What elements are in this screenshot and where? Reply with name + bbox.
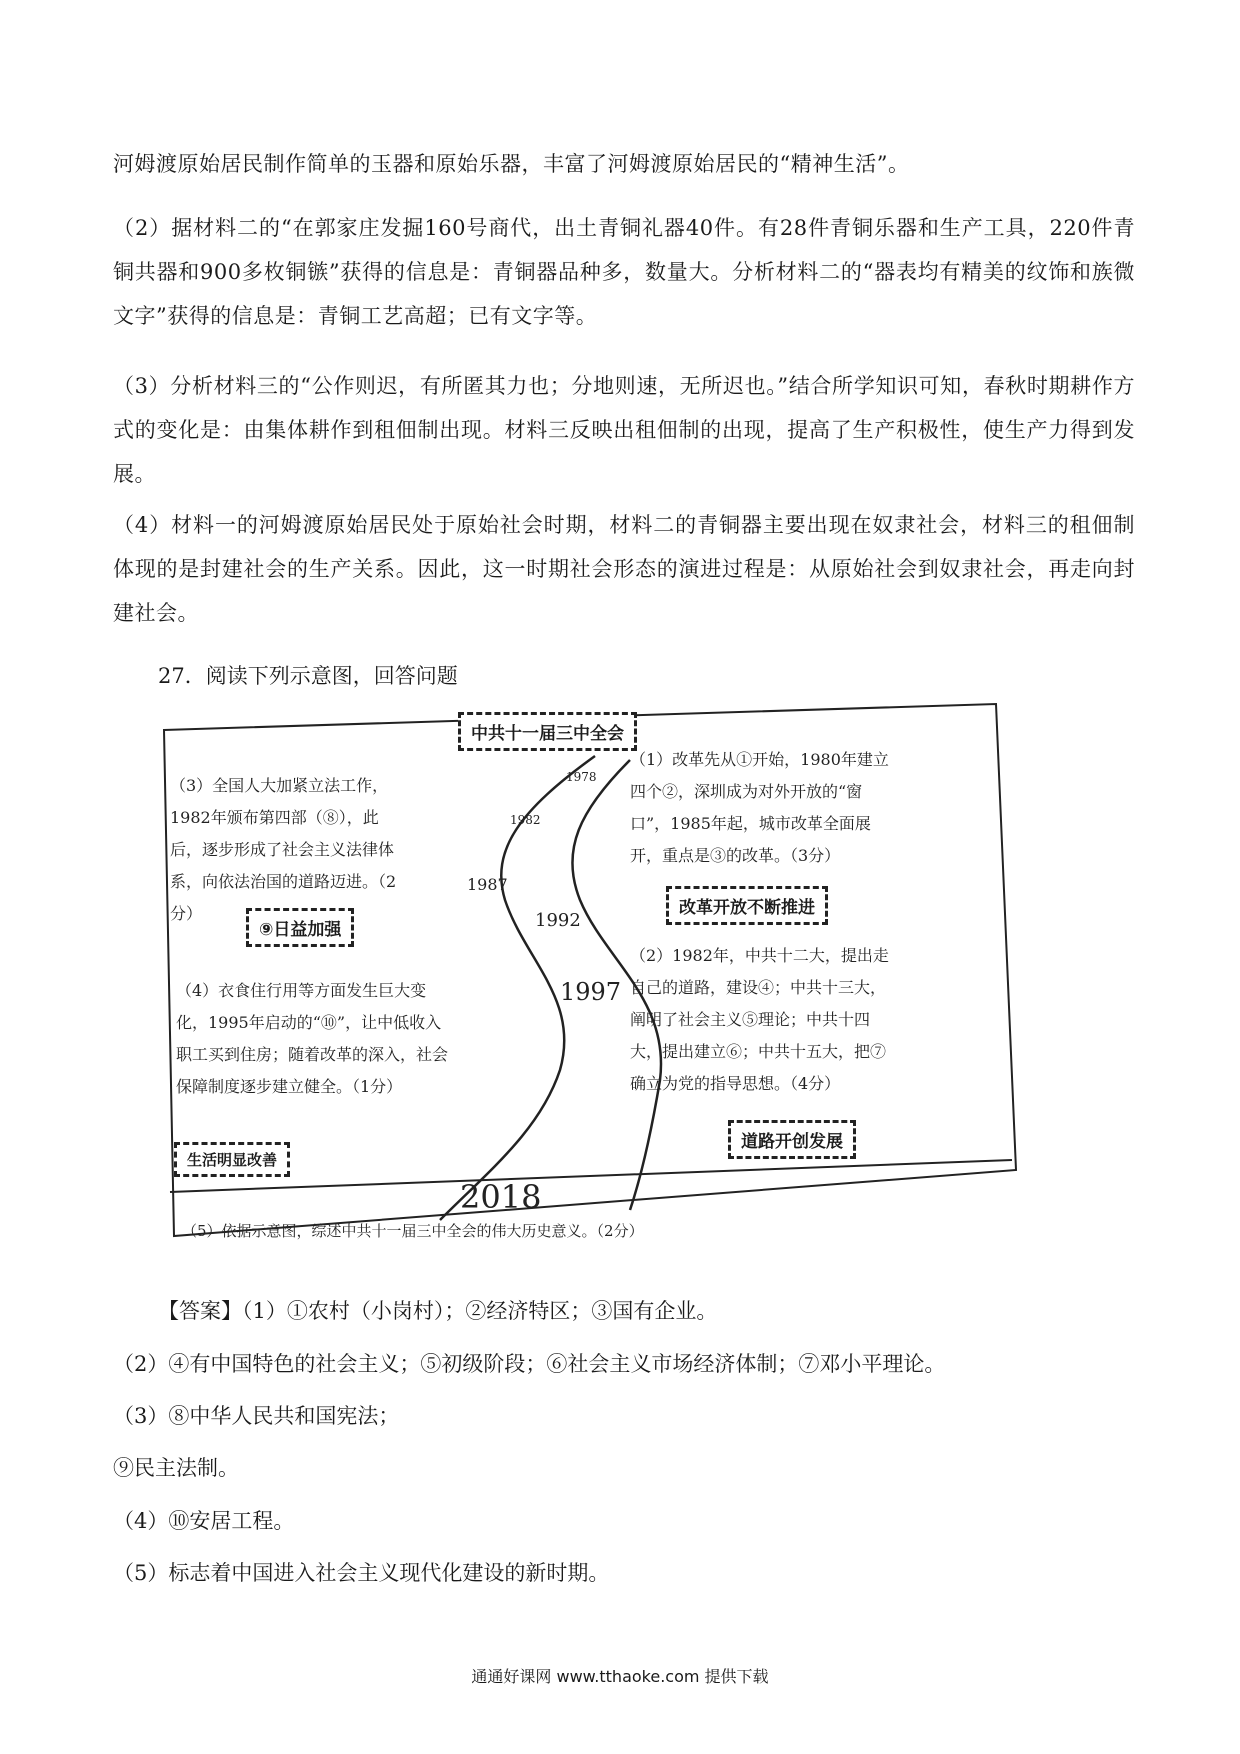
note-legal-system: （3）全国人大加紧立法工作，1982年颁布第四部（⑧），此后，逐步形成了社会主义法律体系，向依法治国的道路迈进。（2分） [170,776,397,923]
note-living-standard: （4）衣食住行用等方面发生巨大变化，1995年启动的“⑩”，让中低收入职工买到住房；随着改革的深入，社会保障制度逐步建立健全。（1分） [176,981,449,1096]
paragraph-4: （4）材料一的河姆渡原始居民处于原始社会时期，材料二的青铜器主要出现在奴隶社会，材料三的租佃制体现的是封建社会的生产关系。因此，这一时期社会形态的演进过程是：从原始社会到奴隶社会，再走向封建社会。 [113,513,1135,625]
note-question-5: （5）依据示意图，综述中共十一届三中全会的伟大历史意义。（2分） [182,1222,644,1240]
answer-2: （2）④有中国特色的社会主义；⑤初级阶段；⑥社会主义市场经济体制；⑦邓小平理论。 [113,1352,946,1376]
year-2018: 2018 [460,1178,542,1216]
answer-3: （3）⑧中华人民共和国宪法； [113,1404,400,1428]
paragraph-1: 河姆渡原始居民制作简单的玉器和原始乐器，丰富了河姆渡原始居民的“精神生活”。 [113,152,910,176]
page-footer: 通通好课网 www.tthaoke.com 提供下载 [471,1667,769,1686]
reform-box: 改革开放不断推进 [666,886,828,925]
year-1992: 1992 [535,910,581,931]
year-1978: 1978 [566,770,597,784]
life-box: 生活明显改善 [174,1142,290,1177]
democracy-box: ⑨日益加强 [246,908,354,947]
paragraph-3: （3）分析材料三的“公作则迟，有所匿其力也；分地则速，无所迟也。”结合所学知识可知，春秋时期耕作方式的变化是：由集体耕作到租佃制出现。材料三反映出租佃制的出现，提高了生产积极性，使生产力得到发展。 [113,374,1135,486]
note-reform-start: （1）改革先从①开始，1980年建立四个②，深圳成为对外开放的“窗口”，1985年起，城市改革全面展开，重点是③的改革。（3分） [630,750,889,865]
note-road-development: （2）1982年，中共十二大，提出走自己的道路，建设④；中共十三大，阐明了社会主义⑤理论；中共十四大，提出建立⑥；中共十五大，把⑦确立为党的指导思想。（4分） [630,946,889,1093]
answer-4: （4）⑩安居工程。 [113,1509,295,1533]
year-1997: 1997 [560,978,622,1006]
answer-3b: ⑨民主法制。 [113,1456,239,1480]
road-box: 道路开创发展 [728,1120,856,1159]
answer-1: 【答案】（1）①农村（小岗村）；②经济特区；③国有企业。 [158,1299,718,1323]
reform-timeline-diagram [160,700,1035,1280]
year-1987: 1987 [467,875,508,894]
year-1982: 1982 [510,813,541,827]
paragraph-2: （2）据材料二的“在郭家庄发掘160号商代，出土青铜礼器40件。有28件青铜乐器和生产工具，220件青铜共器和900多枚铜镞”获得的信息是：青铜器品种多，数量大。分析材料二的“器表均有精美的纹饰和族微文字”获得的信息是：青铜工艺高超；已有文字等。 [113,216,1135,328]
answer-5: （5）标志着中国进入社会主义现代化建设的新时期。 [113,1561,610,1585]
third-plenum-box: 中共十一届三中全会 [458,712,637,751]
question-27-heading: 27．阅读下列示意图，回答问题 [158,664,458,688]
